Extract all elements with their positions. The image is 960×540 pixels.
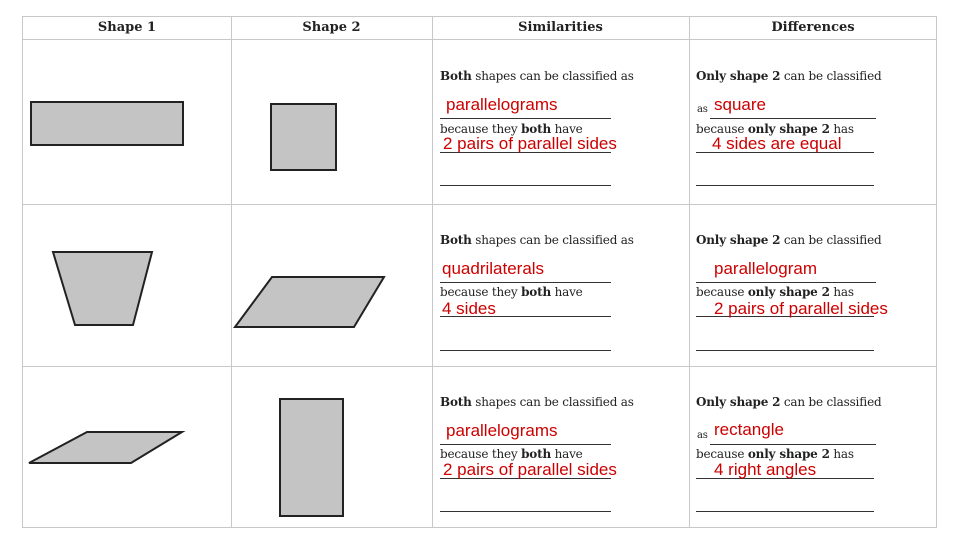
- difference-as-label: as: [697, 104, 708, 115]
- similarity-reason-answer: 2 pairs of parallel sides: [443, 134, 617, 153]
- similarity-prompt: Both shapes can be classified as: [440, 233, 634, 247]
- answer-blank: [440, 350, 611, 351]
- similarity-prompt: Both shapes can be classified as: [440, 395, 634, 409]
- header-shape-1: Shape 1: [97, 20, 157, 35]
- similarity-prompt: Both shapes can be classified as: [440, 69, 634, 83]
- difference-prompt: Only shape 2 can be classified: [696, 395, 882, 409]
- similarity-classification-answer: parallelograms: [446, 421, 558, 440]
- difference-prompt: Only shape 2 can be classified: [696, 233, 882, 247]
- similarity-reason-answer: 2 pairs of parallel sides: [443, 460, 617, 479]
- difference-reason-prompt: because only shape 2 has: [696, 122, 854, 136]
- difference-classification-answer: parallelogram: [714, 259, 817, 278]
- difference-reason-prompt: because only shape 2 has: [696, 447, 854, 461]
- answer-blank: [440, 185, 611, 186]
- rectangle-shape: [280, 399, 343, 516]
- similarity-reason-answer: 4 sides: [442, 299, 496, 318]
- parallelogram-shape: [235, 277, 384, 327]
- answer-blank: [696, 511, 874, 512]
- difference-reason-prompt: because only shape 2 has: [696, 285, 854, 299]
- answer-blank: [696, 350, 874, 351]
- difference-classification-answer: rectangle: [714, 420, 784, 439]
- trapezoid-shape: [53, 252, 152, 325]
- answer-blank: [696, 185, 874, 186]
- answer-blank: [710, 118, 876, 119]
- difference-reason-answer: 4 right angles: [714, 460, 817, 479]
- square-shape: [271, 104, 336, 170]
- similarity-classification-answer: parallelograms: [446, 95, 558, 114]
- difference-as-label: as: [697, 430, 708, 441]
- rectangle-shape: [31, 102, 183, 145]
- similarity-reason-prompt: because they both have: [440, 122, 583, 136]
- header-differences: Differences: [771, 20, 855, 35]
- difference-prompt: Only shape 2 can be classified: [696, 69, 882, 83]
- answer-blank: [440, 282, 611, 283]
- difference-reason-answer: 4 sides are equal: [712, 134, 842, 153]
- similarity-reason-prompt: because they both have: [440, 285, 583, 299]
- answer-blank: [710, 444, 876, 445]
- parallelogram-shape: [29, 432, 182, 463]
- answer-blank: [696, 282, 876, 283]
- similarity-reason-prompt: because they both have: [440, 447, 583, 461]
- header-shape-2: Shape 2: [302, 20, 361, 35]
- difference-reason-answer: 2 pairs of parallel sides: [714, 299, 888, 318]
- difference-classification-answer: square: [714, 95, 766, 114]
- answer-blank: [440, 118, 611, 119]
- answer-blank: [440, 444, 611, 445]
- header-similarities: Similarities: [518, 20, 603, 35]
- answer-blank: [440, 511, 611, 512]
- similarity-classification-answer: quadrilaterals: [442, 259, 545, 278]
